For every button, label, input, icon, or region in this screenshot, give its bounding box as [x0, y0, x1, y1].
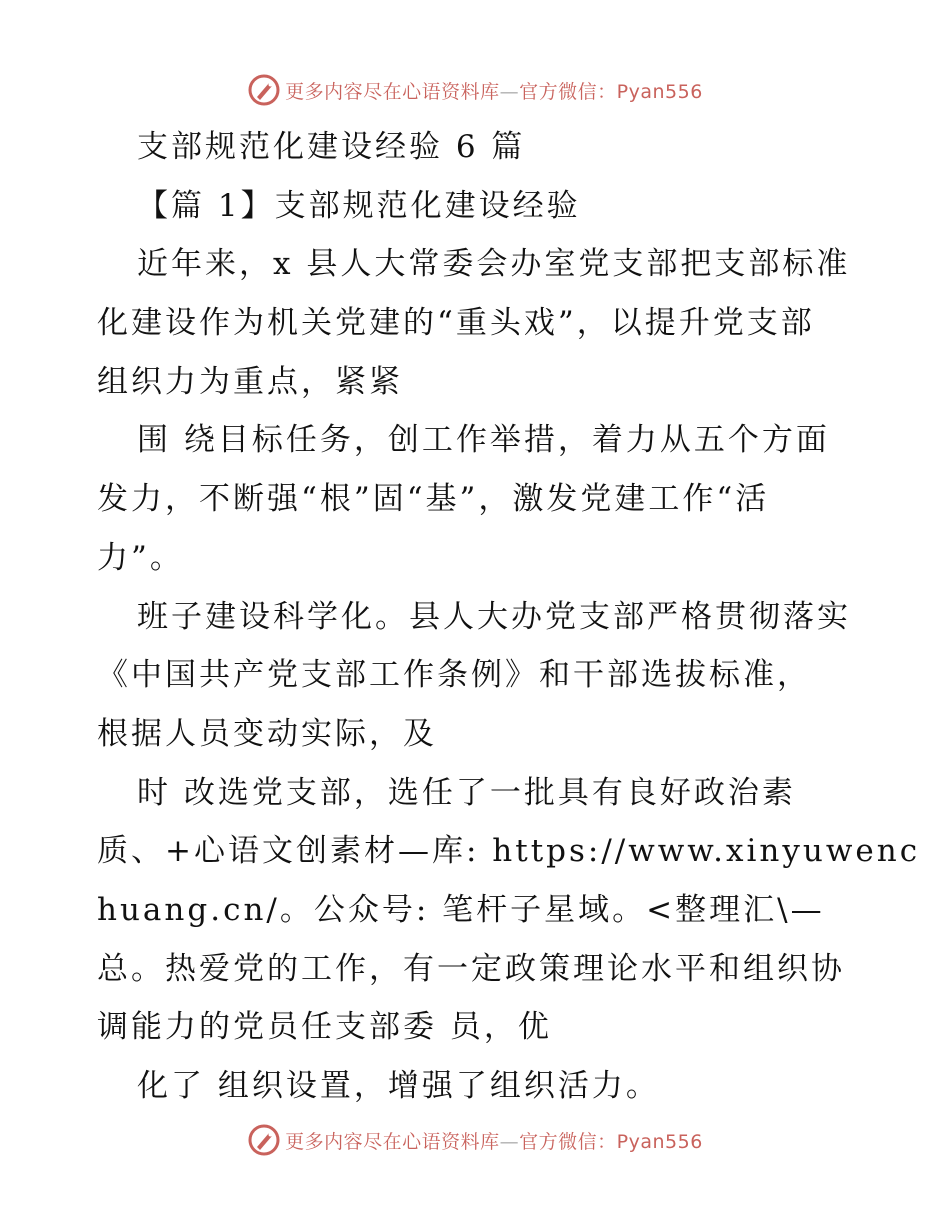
banner-text: 更多内容尽在心语资料库—官方微信：Pyan556: [285, 80, 703, 103]
paragraph-line: 化了 组织设置，增强了组织活力。: [137, 1068, 660, 1104]
paragraph-line: 总。热爱党的工作，有一定政策理论水平和组织协: [97, 950, 845, 987]
paragraph-line: 发力，不断强“根”固“基”，激发党建工作“活: [97, 481, 770, 518]
section-heading: 【篇 1】支部规范化建设经验: [137, 187, 581, 224]
paragraph-line: 《中国共产党支部工作条例》和干部选拔标准，: [97, 657, 811, 694]
paragraph-line: 班子建设科学化。县人大办党支部严格贯彻落实: [137, 598, 851, 635]
paragraph-line: huang.cn/。公众号: 笔杆子星域。<整理汇\—: [97, 891, 825, 928]
paragraph-line: 力”。: [97, 539, 184, 576]
banner-text: 更多内容尽在心语资料库—官方微信：Pyan556: [285, 1130, 703, 1153]
document-title: 支部规范化建设经验 6 篇: [137, 129, 526, 165]
pen-nib-logo-icon: [247, 1123, 281, 1157]
paragraph-line: 组织力为重点，紧紧: [97, 363, 403, 400]
paragraph-line: 根据人员变动实际，及: [97, 715, 437, 752]
footer-banner: [0, 1120, 950, 1160]
paragraph-line: 近年来，x 县人大常委会办室党支部把支部标准: [137, 246, 851, 283]
paragraph-line: 时 改选党支部，选任了一批具有良好政治素: [137, 774, 796, 811]
paragraph-line: 质、+心语文创素材—库: https://www.xinyuwenc: [97, 833, 921, 870]
pen-nib-logo-icon: [247, 73, 281, 107]
paragraph-line: 围 绕目标任务，创工作举措，着力从五个方面: [137, 422, 830, 459]
document-body: [97, 118, 921, 1116]
paragraph-line: 化建设作为机关党建的“重头戏”，以提升党支部: [97, 305, 815, 342]
header-banner: [0, 70, 950, 110]
paragraph-line: 调能力的党员任支部委 员，优: [97, 1009, 552, 1046]
